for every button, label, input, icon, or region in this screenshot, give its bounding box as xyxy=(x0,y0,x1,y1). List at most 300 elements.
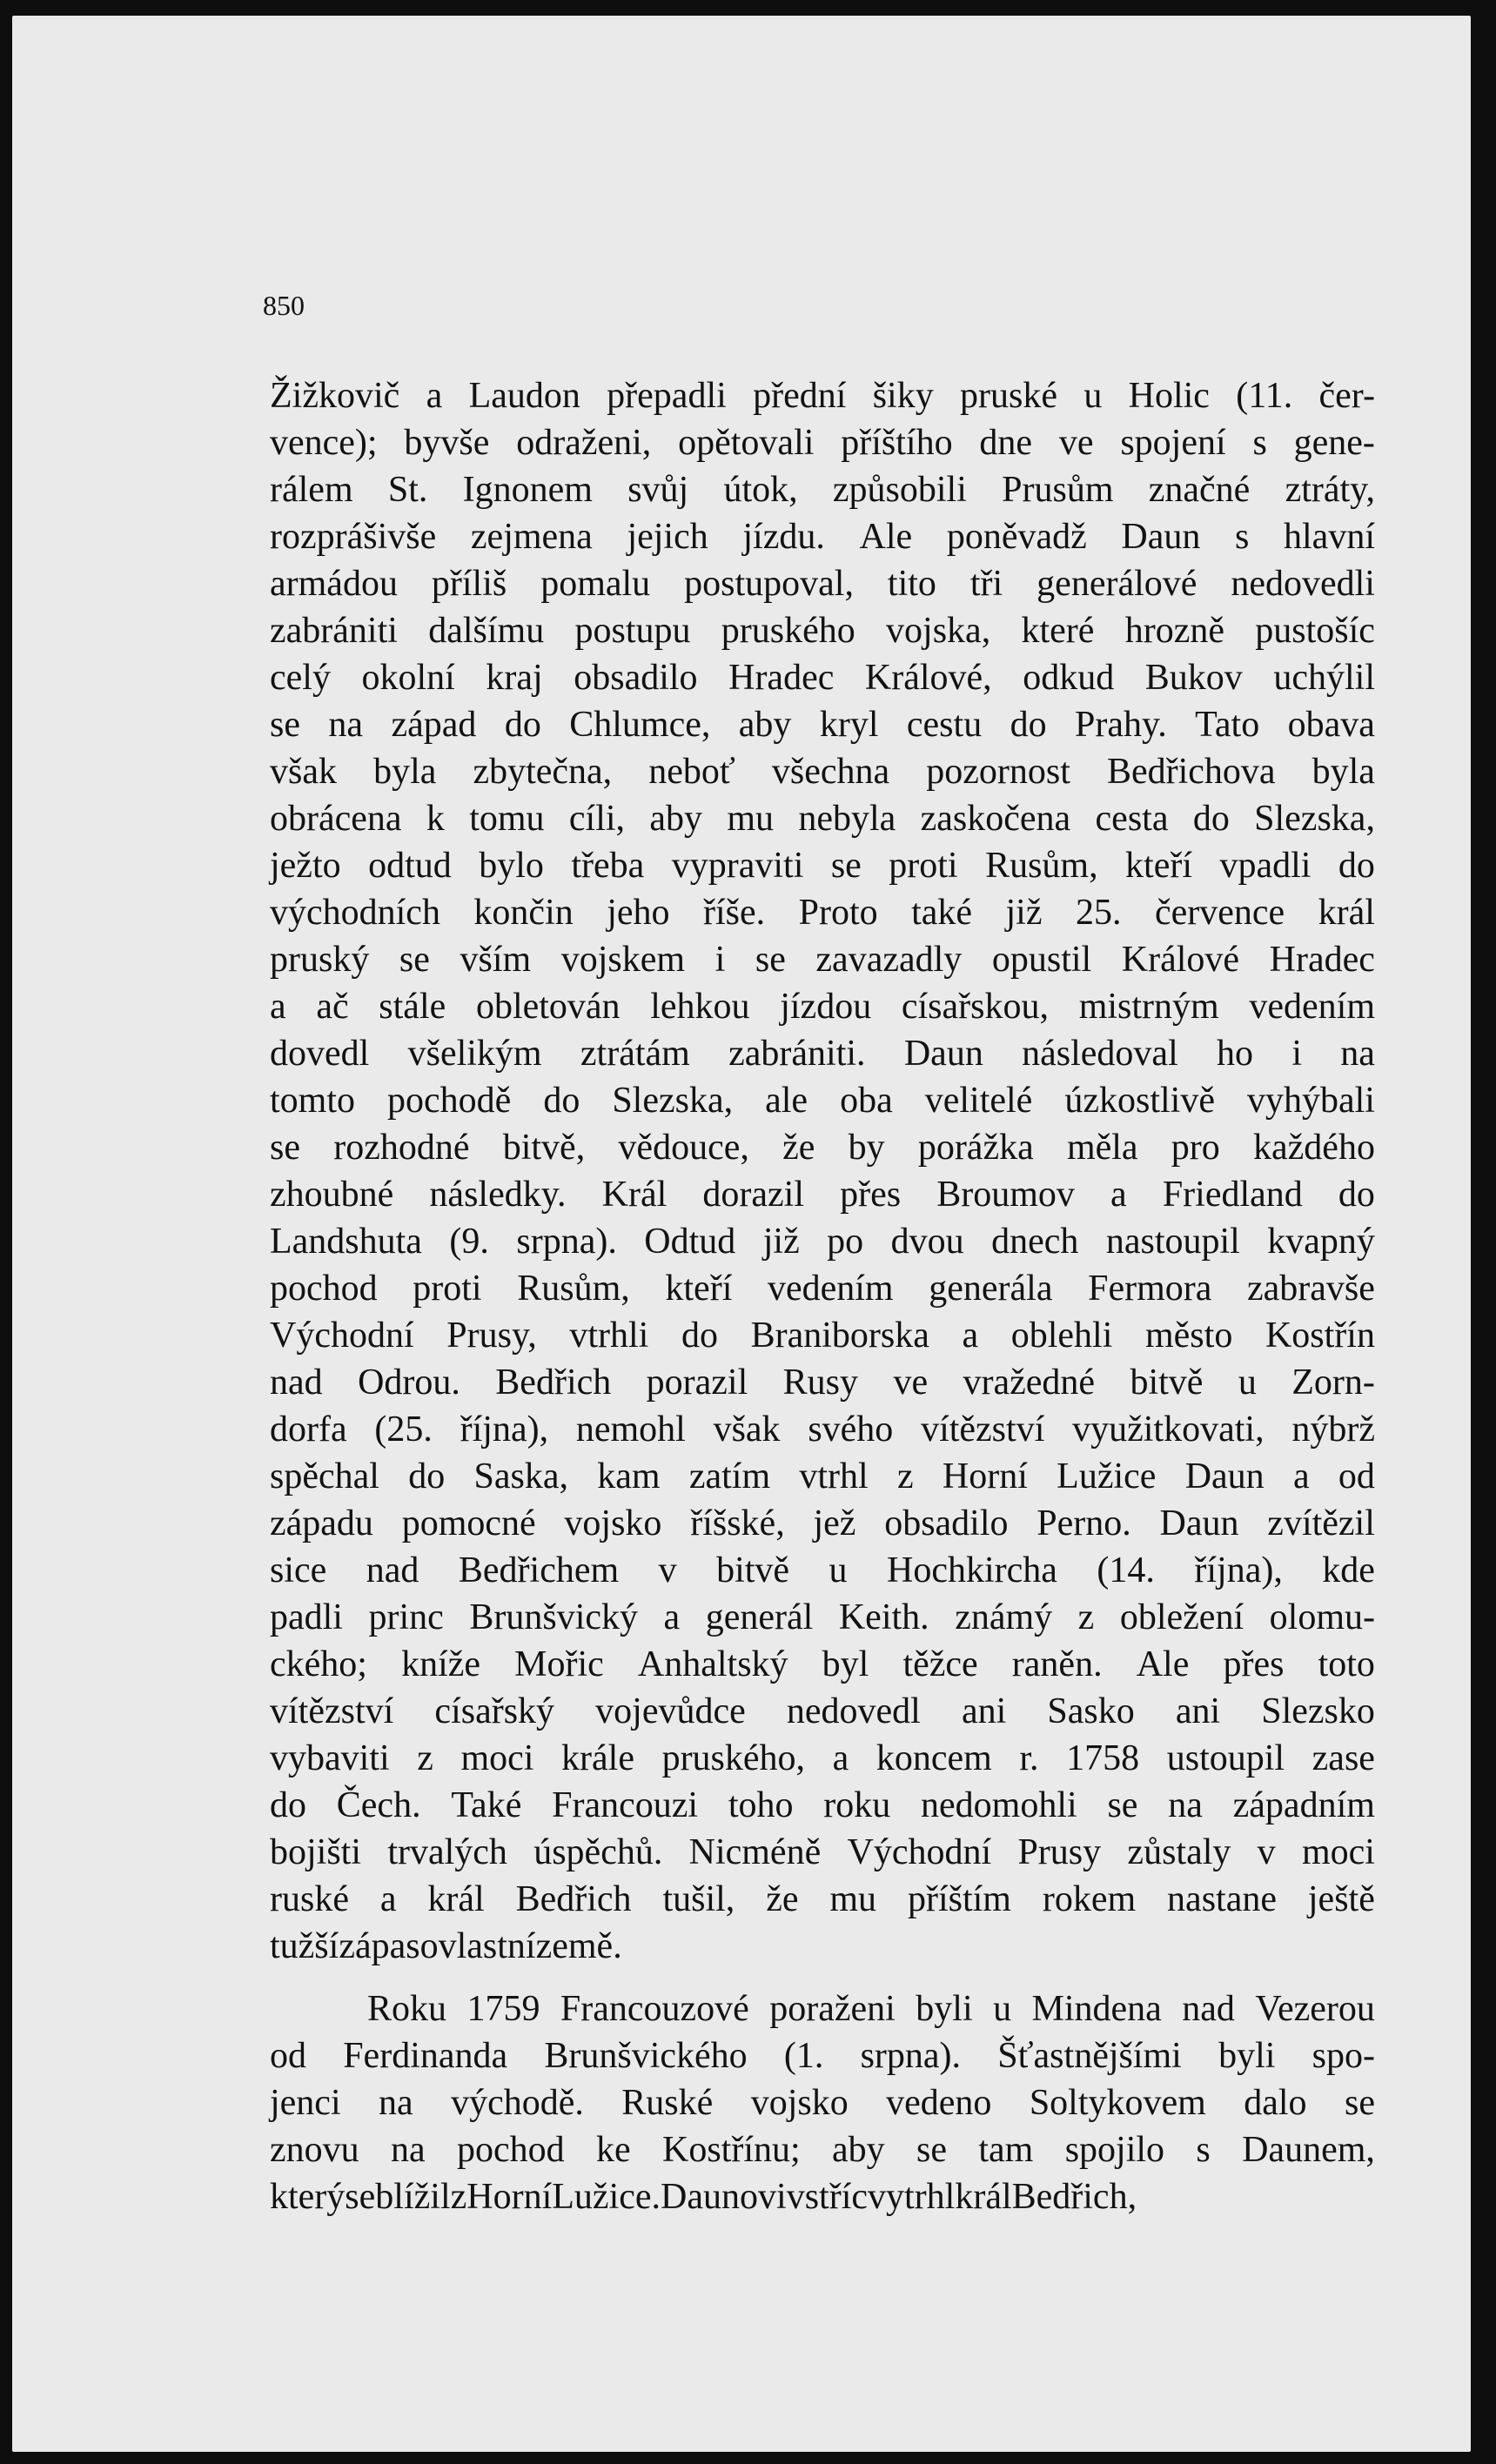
word: vedeno xyxy=(886,2083,992,2123)
text-line xyxy=(270,1985,1375,2032)
word: obrácena xyxy=(270,799,402,839)
word: zápas xyxy=(339,1926,420,1966)
text-line xyxy=(270,513,1375,560)
word: byla xyxy=(373,752,437,792)
word: že xyxy=(782,1128,815,1168)
word: všelikým xyxy=(407,1034,542,1074)
word: vlastní xyxy=(438,1926,536,1966)
word: říšské, xyxy=(690,1503,785,1543)
word: po xyxy=(827,1222,864,1262)
word: následky. xyxy=(429,1175,567,1215)
word: zůstaly xyxy=(1127,1832,1231,1872)
word: král xyxy=(427,1879,485,1919)
word: pochod xyxy=(270,1269,378,1309)
word: Hradec xyxy=(1269,940,1375,980)
word: přední xyxy=(753,376,847,416)
word: příliš xyxy=(431,564,507,604)
word: moci xyxy=(460,1738,534,1778)
text-line xyxy=(270,1077,1375,1124)
word: Hochkircha xyxy=(887,1550,1057,1590)
word: rozhodné xyxy=(333,1128,470,1168)
word: Lužice xyxy=(1057,1456,1157,1496)
word: Francouzi xyxy=(552,1785,699,1825)
word: již xyxy=(1005,893,1043,933)
word: útok, xyxy=(723,470,798,510)
word: uchýlil xyxy=(1273,658,1375,698)
word: nýbrž xyxy=(1291,1409,1375,1450)
word: Čech. xyxy=(336,1785,421,1825)
word: porazil xyxy=(646,1363,748,1403)
word: a xyxy=(426,376,443,416)
word: obsadilo xyxy=(884,1503,1009,1543)
word: vypraviti xyxy=(671,846,804,886)
word: známý xyxy=(955,1597,1053,1637)
paragraph-gap xyxy=(270,1970,1375,1985)
word: tušil, xyxy=(662,1879,735,1919)
word: princ xyxy=(368,1597,444,1637)
word: by xyxy=(848,1128,885,1168)
word: Bukov xyxy=(1144,658,1243,698)
word: velitelé xyxy=(924,1081,1033,1121)
word: tři xyxy=(969,564,1003,604)
word: odtud xyxy=(368,846,452,886)
word: rokem xyxy=(1042,1879,1137,1919)
word: do xyxy=(1338,1175,1375,1215)
word: obletován xyxy=(475,987,621,1027)
word: nad xyxy=(366,1550,419,1590)
text-line xyxy=(270,1124,1375,1171)
word: i xyxy=(1291,1034,1302,1074)
word: srpna). xyxy=(516,1222,617,1262)
word: z xyxy=(417,1738,433,1778)
word: tužší xyxy=(270,1926,339,1966)
word: vojsko xyxy=(750,2083,849,2123)
word: Proto xyxy=(798,893,878,933)
word: do xyxy=(1010,705,1047,745)
word: Daun xyxy=(1184,1456,1265,1496)
word: byla xyxy=(1312,752,1375,792)
word: Ruské xyxy=(621,2083,714,2123)
word: a xyxy=(962,1316,979,1356)
word: do xyxy=(270,1785,306,1825)
word: ruské xyxy=(270,1879,349,1919)
text-line xyxy=(270,654,1375,701)
word: Bedřich xyxy=(515,1879,632,1919)
word: postupoval, xyxy=(684,564,854,604)
word: v xyxy=(658,1550,677,1590)
word: Ignonem xyxy=(462,470,593,510)
body-text xyxy=(270,372,1375,2220)
word: Králové, xyxy=(864,658,992,698)
word: Broumov xyxy=(936,1175,1075,1215)
word: do xyxy=(408,1456,446,1496)
word: Saska, xyxy=(473,1456,568,1496)
word: toho xyxy=(728,1785,794,1825)
word: kde xyxy=(1322,1550,1375,1590)
word: srpna). xyxy=(860,2036,962,2076)
word: Slezska, xyxy=(612,1081,734,1121)
word: obležení xyxy=(1119,1597,1244,1637)
word: se xyxy=(1344,2083,1375,2123)
word: dorfa xyxy=(270,1409,347,1450)
word: Hradec xyxy=(728,658,835,698)
word: rozprášivše xyxy=(270,517,437,557)
word: aby xyxy=(649,799,703,839)
word: Horní xyxy=(466,2177,553,2217)
word: roku xyxy=(823,1785,891,1825)
page-number: 850 xyxy=(263,290,305,321)
word: nedomohli xyxy=(921,1785,1077,1825)
word: Rusy xyxy=(782,1363,859,1403)
word: dalšímu xyxy=(428,611,545,651)
word: 1758 xyxy=(1066,1738,1140,1778)
word: blížil xyxy=(375,2177,451,2217)
word: St. xyxy=(387,470,428,510)
text-line xyxy=(270,419,1375,466)
word: byvše xyxy=(404,423,490,463)
word: s xyxy=(1235,517,1250,557)
word: těžce xyxy=(902,1644,978,1684)
text-line xyxy=(270,1688,1375,1735)
word: bitvě xyxy=(1130,1363,1204,1403)
word: následoval xyxy=(1022,1034,1178,1074)
word: na xyxy=(1340,1034,1375,1074)
word: kam xyxy=(597,1456,661,1496)
word: zase xyxy=(1312,1738,1375,1778)
word: tito xyxy=(887,564,936,604)
word: tomto xyxy=(270,1081,356,1121)
text-line xyxy=(270,1359,1375,1406)
word: Vezerou xyxy=(1255,1989,1375,2029)
word: západním xyxy=(1232,1785,1375,1825)
text-line xyxy=(270,2173,1375,2220)
text-line xyxy=(270,1500,1375,1547)
word: cíli, xyxy=(568,799,626,839)
word: ježto xyxy=(270,846,341,886)
word: lehkou xyxy=(650,987,750,1027)
word: vstříc xyxy=(786,2177,868,2217)
word: celý xyxy=(270,658,331,698)
word: Bedřichem xyxy=(458,1550,620,1590)
word: Francouzové xyxy=(560,1989,749,2029)
text-line xyxy=(270,795,1375,842)
word: Chlumce, xyxy=(569,705,711,745)
text-line xyxy=(270,1782,1375,1829)
word: neboť xyxy=(648,752,735,792)
paragraph xyxy=(270,372,1375,1970)
text-line xyxy=(270,748,1375,795)
word: s xyxy=(1196,2130,1211,2170)
word: svůj xyxy=(627,470,689,510)
word: okolní xyxy=(361,658,455,698)
word: a xyxy=(1292,1456,1310,1496)
text-line xyxy=(270,842,1375,889)
word: Horní xyxy=(942,1456,1028,1496)
word: oblehli xyxy=(1010,1316,1113,1356)
word: Slezska, xyxy=(1254,799,1375,839)
word: Tato xyxy=(1195,705,1260,745)
word: také xyxy=(911,893,973,933)
word: značné xyxy=(1148,470,1251,510)
word: dvou xyxy=(890,1222,964,1262)
word: spěchal xyxy=(270,1456,379,1496)
word: zaskočena xyxy=(920,799,1071,839)
word: spojilo xyxy=(1064,2130,1165,2170)
word: přes xyxy=(840,1175,902,1215)
word: toto xyxy=(1318,1644,1375,1684)
word: Soltykovem xyxy=(1029,2083,1206,2123)
word: jejich xyxy=(627,517,708,557)
word: Šťastnějšími xyxy=(997,2036,1182,2076)
word: stále xyxy=(379,987,446,1027)
word: Mořic xyxy=(514,1644,604,1684)
word: na xyxy=(1168,1785,1203,1825)
word: pruského, xyxy=(661,1738,806,1778)
word: s xyxy=(1252,423,1267,463)
word: do xyxy=(681,1316,718,1356)
word: císařskou, xyxy=(901,987,1050,1027)
text-line xyxy=(270,1312,1375,1359)
word: bylo xyxy=(479,846,544,886)
word: země. xyxy=(535,1926,622,1966)
word: Ferdinanda xyxy=(343,2036,508,2076)
word: (14. xyxy=(1097,1550,1155,1590)
word: ve xyxy=(1058,423,1094,463)
word: západu xyxy=(270,1503,373,1543)
word: ještě xyxy=(1307,1879,1375,1919)
text-line xyxy=(270,1829,1375,1876)
text-line xyxy=(270,889,1375,936)
word: na xyxy=(391,2130,426,2170)
word: rálem xyxy=(270,470,353,510)
word: u xyxy=(1238,1363,1257,1403)
word: již xyxy=(762,1222,800,1262)
word: zbytečna, xyxy=(473,752,613,792)
word: ckého; xyxy=(270,1644,367,1684)
word: Bedřich, xyxy=(1011,2177,1137,2217)
word: vojskem xyxy=(560,940,686,980)
word: třeba xyxy=(571,846,645,886)
word: Daun xyxy=(1121,517,1201,557)
word: Nicméně xyxy=(688,1832,822,1872)
text-line xyxy=(270,372,1375,419)
word: Daunovi xyxy=(661,2177,787,2217)
word: bitvě xyxy=(716,1550,790,1590)
word: olomu- xyxy=(1269,1597,1375,1637)
word: ač xyxy=(316,987,349,1027)
word: vyhýbali xyxy=(1246,1081,1375,1121)
word: ke xyxy=(596,2130,631,2170)
word: dorazil xyxy=(702,1175,804,1215)
word: pozornost xyxy=(926,752,1070,792)
word: nemohl xyxy=(575,1409,686,1450)
word: pro xyxy=(1171,1128,1220,1168)
word: vtrhl xyxy=(799,1456,869,1496)
word: Rusům, xyxy=(985,846,1098,886)
word: dalo xyxy=(1244,2083,1307,2123)
word: šiky xyxy=(872,376,934,416)
word: vedením xyxy=(1249,987,1375,1027)
book-page xyxy=(12,16,1471,2452)
word: bojišti xyxy=(270,1832,362,1872)
word: nedovedli xyxy=(1231,564,1375,604)
word: padli xyxy=(270,1597,343,1637)
text-line xyxy=(270,701,1375,748)
word: Landshuta xyxy=(270,1222,422,1262)
word: zvítězil xyxy=(1267,1503,1375,1543)
word: Brunšvického xyxy=(544,2036,748,2076)
word: generála xyxy=(929,1269,1053,1309)
word: tomu xyxy=(469,799,545,839)
word: ho xyxy=(1217,1034,1254,1074)
text-line xyxy=(270,607,1375,654)
word: byl xyxy=(822,1644,869,1684)
word: se xyxy=(399,940,430,980)
word: vpadli xyxy=(1219,846,1312,886)
word: a xyxy=(270,987,286,1027)
word: zabrániti. xyxy=(728,1034,866,1074)
word: Žižkovič xyxy=(270,376,400,416)
word: mu xyxy=(727,799,775,839)
word: na xyxy=(379,2083,413,2123)
word: Kostřínu; xyxy=(662,2130,801,2170)
word: král xyxy=(955,2177,1012,2217)
word: vojsko xyxy=(564,1503,662,1543)
word: 25. xyxy=(1075,893,1122,933)
word: tam xyxy=(978,2130,1034,2170)
word: jízdu. xyxy=(742,517,825,557)
word: každého xyxy=(1253,1128,1375,1168)
word: čer- xyxy=(1318,376,1375,416)
word: příštího xyxy=(841,423,953,463)
word: října), xyxy=(1194,1550,1283,1590)
word: zatím xyxy=(688,1456,771,1496)
word: který xyxy=(270,2177,345,2217)
word: však xyxy=(713,1409,781,1450)
word: na xyxy=(328,705,364,745)
word: poněvadž xyxy=(946,517,1087,557)
word: r. xyxy=(1019,1738,1039,1778)
text-line xyxy=(270,2079,1375,2126)
word: sice xyxy=(270,1550,327,1590)
text-line xyxy=(270,936,1375,983)
word: ztráty, xyxy=(1285,470,1375,510)
word: cesta xyxy=(1095,799,1169,839)
word: Lužice. xyxy=(552,2177,661,2217)
word: Mindena xyxy=(1031,1989,1162,2029)
word: cestu xyxy=(906,705,983,745)
word: do xyxy=(1338,846,1375,886)
word: k xyxy=(426,799,445,839)
word: zabravše xyxy=(1247,1269,1375,1309)
word: porážka xyxy=(917,1128,1034,1168)
word: říše. xyxy=(702,893,766,933)
word: Anhaltský xyxy=(637,1644,788,1684)
word: vítězství xyxy=(270,1691,394,1731)
word: vražedné xyxy=(963,1363,1096,1403)
word: Bedřich xyxy=(495,1363,612,1403)
word: Daun xyxy=(1159,1503,1239,1543)
word: však xyxy=(270,752,337,792)
text-line xyxy=(270,1923,1375,1970)
text-line xyxy=(270,1406,1375,1453)
word: se xyxy=(755,940,786,980)
word: kníže xyxy=(401,1644,481,1684)
word: nad xyxy=(270,1363,323,1403)
word: obsadilo xyxy=(574,658,698,698)
word: odraženi, xyxy=(516,423,652,463)
word: spojení xyxy=(1120,423,1226,463)
word: Zorn- xyxy=(1291,1363,1375,1403)
word: vytrhl xyxy=(868,2177,956,2217)
word: moci xyxy=(1301,1832,1375,1872)
word: příštím xyxy=(907,1879,1011,1919)
word: vojevůdce xyxy=(595,1691,746,1731)
word: aby xyxy=(832,2130,885,2170)
word: armádou xyxy=(270,564,398,604)
word: město xyxy=(1145,1316,1233,1356)
word: vedením xyxy=(767,1269,894,1309)
word: proti xyxy=(889,846,958,886)
word: Východní xyxy=(847,1832,992,1872)
word: do xyxy=(504,705,541,745)
word: vším xyxy=(460,940,532,980)
word: se xyxy=(916,2130,948,2170)
word: generálové xyxy=(1036,564,1197,604)
word: do xyxy=(543,1081,580,1121)
word: postupu xyxy=(574,611,691,651)
word: pomalu xyxy=(540,564,651,604)
word: jízdou xyxy=(780,987,872,1027)
word: zhoubné xyxy=(270,1175,394,1215)
word: se xyxy=(270,1128,300,1168)
word: východních xyxy=(270,893,440,933)
word: nastane xyxy=(1167,1879,1277,1919)
word: se xyxy=(270,705,300,745)
word: v xyxy=(1257,1832,1276,1872)
word: hrozně xyxy=(1124,611,1224,651)
word: dnech xyxy=(991,1222,1079,1262)
word: přepadli xyxy=(607,376,727,416)
paragraph xyxy=(270,1985,1375,2220)
word: raněn. xyxy=(1011,1644,1103,1684)
word: způsobili xyxy=(832,470,967,510)
text-line xyxy=(270,560,1375,607)
word: kraj xyxy=(486,658,543,698)
word: úspěchů. xyxy=(533,1832,663,1872)
word: (9. xyxy=(449,1222,489,1262)
text-line xyxy=(270,1594,1375,1641)
word: pochod xyxy=(457,2130,565,2170)
word: svého xyxy=(808,1409,894,1450)
word: a xyxy=(663,1597,681,1637)
word: října), xyxy=(460,1409,549,1450)
word: Odrou. xyxy=(358,1363,460,1403)
word: (25. xyxy=(374,1409,433,1450)
word: král xyxy=(1318,893,1375,933)
text-line xyxy=(270,2126,1375,2173)
word: ustoupil xyxy=(1166,1738,1285,1778)
word: spo- xyxy=(1312,2036,1375,2076)
word: Daunem, xyxy=(1242,2130,1375,2170)
word: zejmena xyxy=(470,517,593,557)
word: Prusy, xyxy=(446,1316,537,1356)
word: byli xyxy=(1218,2036,1276,2076)
word: východě. xyxy=(451,2083,584,2123)
word: ale xyxy=(765,1081,808,1121)
word: mistrným xyxy=(1078,987,1219,1027)
word: a xyxy=(1110,1175,1127,1215)
